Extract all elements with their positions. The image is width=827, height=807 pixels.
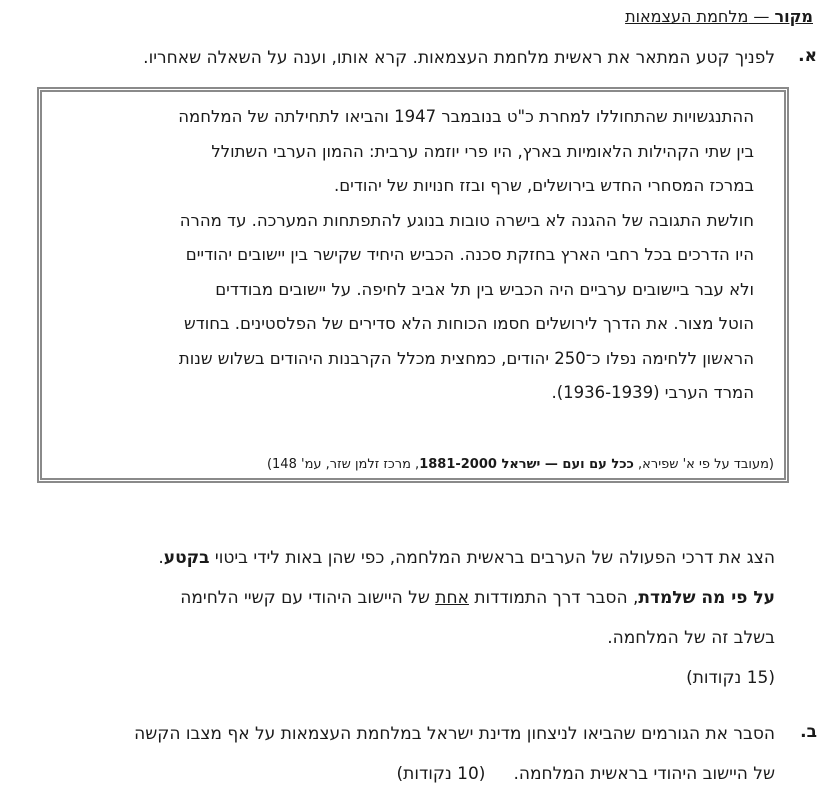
task-line-3: בשלב זה של המלחמה. — [607, 628, 775, 648]
passage-line: המרד הערבי (1936-1939). — [551, 383, 754, 402]
source-heading — [625, 6, 813, 28]
passage-box — [37, 87, 789, 483]
heading-dash: — — [748, 7, 775, 26]
passage-line: חולשת התגובה של ההגנה לא בישרה טובות בנוגע להתפתחות המערכה. עד מהרה — [179, 210, 754, 230]
part-a-points: (15 נקודות) — [686, 668, 775, 688]
passage-line: ההתנגשויות שהתחוללו למחרת כ"ט בנובמבר 1947 והביאו לתחילתה של המלחמה — [178, 107, 754, 126]
passage-line: היו הדרכים בכל רחבי הארץ בחזקת סכנה. הכביש היחיד שקישר בין יישובים יהודיים — [185, 245, 754, 264]
citation-book-title: ככל עם ועם — [562, 457, 634, 472]
citation-book-subtitle: ישראל 1881-2000 — [419, 457, 541, 472]
passage-citation: (מעובד על פי א' שפירא, ככל עם ועם — ישראל 1881-2000, מרכז זלמן שזר, עמ' 148) — [266, 457, 774, 472]
passage-line: הראשון ללחימה נפלו כ־250 יהודים, כמחצית מכלל הקרבנות היהודים בשלוש שנות — [178, 348, 754, 368]
passage-line: ולא עבר ביישובים ערביים היה הכביש בין תל אביב לחיפה. על יישובים מבודדים — [215, 279, 754, 299]
passage-line: בין שתי הקהילות הלאומיות בארץ, היו פרי יוזמה ערבית: ההמון הערבי השתולל — [211, 141, 754, 161]
heading-title: מלחמת העצמאות — [625, 7, 749, 26]
part-a-letter: א. — [798, 46, 817, 66]
part-b-line-2: של היישוב היהודי בראשית המלחמה.(10 נקודות) — [396, 764, 775, 784]
passage-line: במרכז המסחרי החדש בירושלים, שרף ובזז חנויות של יהודים. — [333, 176, 754, 195]
part-b-points: (10 נקודות) — [396, 764, 486, 784]
part-b-line-1: הסבר את הגורמים שהביאו לניצחון מדינת ישראל במלחמת העצמאות על אף מצבו הקשה — [134, 724, 775, 744]
passage-line: הוטל מצור. את הדרך לירושלים חסמו הכוחות הלא סדירים של הפלסטינים. בחודש — [184, 314, 754, 333]
part-b-letter: ב. — [800, 722, 817, 742]
task-line-1: הצג את דרכי הפעולה של הערבים בראשית המלחמה, כפי שהן באות לידי ביטוי בקטע. — [158, 548, 775, 568]
source-label: מקור — [774, 7, 813, 26]
part-a-instruction: לפניך קטע המתאר את ראשית מלחמת העצמאות. קרא אותו, וענה על השאלה שאחריו. — [143, 48, 775, 68]
task-line-2: על פי מה שלמדת, הסבר דרך התמודדות אחת של היישוב היהודי עם קשיי הלחימה — [180, 588, 775, 608]
passage-text — [74, 100, 754, 411]
